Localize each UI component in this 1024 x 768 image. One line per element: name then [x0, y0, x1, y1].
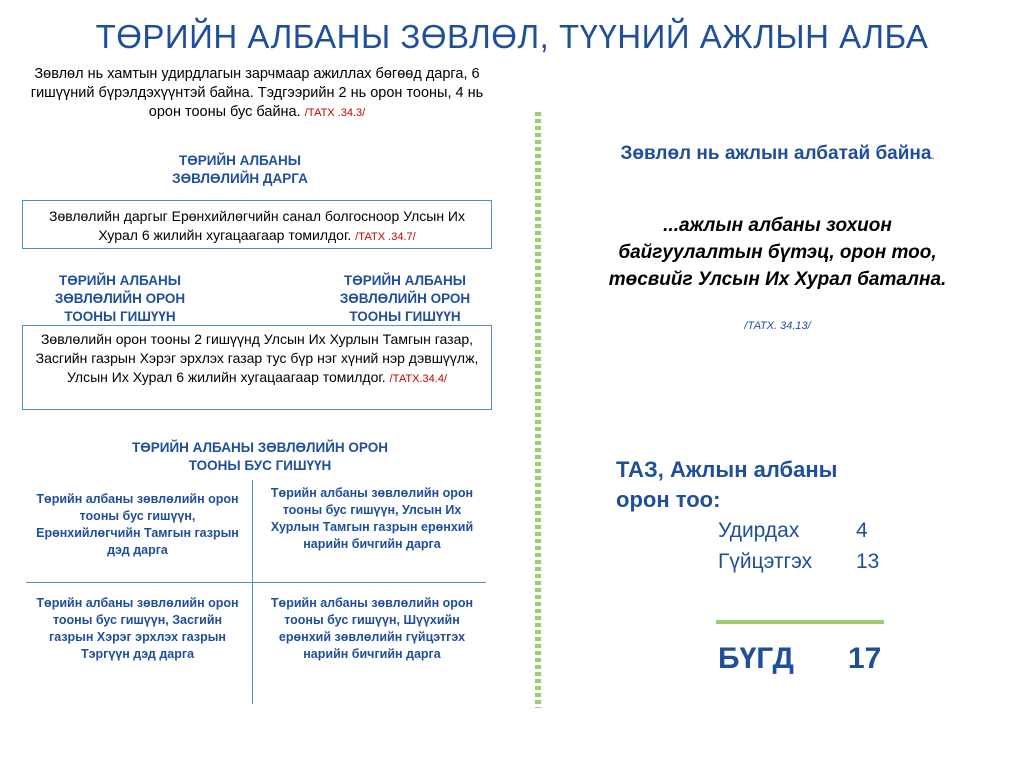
non-staff-cell: Төрийн албаны зөвлөлийн орон тооны бус гишүүн, Засгийн газрын Хэрэг эрхлэх газрын Тэргүүн дэд дарга	[36, 596, 239, 661]
non-staff-cell: Төрийн албаны зөвлөлийн орон тооны бус гишүүн, Улсын Их Хурлын Тамгын газрын ерөнхий нарийн бичгийн дарга	[270, 486, 474, 551]
right-heading	[600, 140, 955, 170]
row-label: Удирдах	[718, 519, 800, 542]
staff-heading-left: ТӨРИЙН АЛБАНЫ ЗӨВЛӨЛИЙН ОРОН ТООНЫ ГИШҮҮН	[54, 273, 186, 324]
staff-ref: /ТАТХ.34.4/	[389, 373, 448, 385]
right-heading-dot: .	[931, 150, 935, 162]
intro-ref: /ТАТХ .34.3/	[304, 107, 366, 119]
chair-heading: ТӨРИЙН АЛБАНЫ ЗӨВЛӨЛИЙН ДАРГА	[172, 153, 308, 186]
non-staff-cell: Төрийн албаны зөвлөлийн орон тооны бус гишүүн, Шүүхийн ерөнхий зөвлөлийн гүйцэтгэх нарийн бичгийн дарга	[270, 596, 474, 661]
staff-heading-right: ТӨРИЙН АЛБАНЫ ЗӨВЛӨЛИЙН ОРОН ТООНЫ ГИШҮҮН	[339, 273, 471, 324]
non-staff-cell: Төрийн албаны зөвлөлийн орон тооны бус гишүүн, Ерөнхийлөгчийн Тамгын газрын дэд дарга	[36, 492, 239, 557]
vertical-separator	[535, 112, 541, 708]
row-value: 4	[856, 519, 868, 542]
row-label: Гүйцэтгэх	[718, 550, 813, 573]
total-value: 17	[848, 642, 882, 675]
sum-line	[716, 620, 884, 624]
intro-body: Зөвлөл нь хамтын удирдлагын зарчмаар ажиллах бөгөөд дарга, 6 гишүүний бүрэлдэхүүнтэй байна. Тэдгээрийн 2 нь орон тооны, 4 нь орон тооны бус байна.	[30, 66, 484, 120]
non-staff-heading: ТӨРИЙН АЛБАНЫ ЗӨВЛӨЛИЙН ОРОН ТООНЫ БУС ГИШҮҮН	[132, 440, 388, 473]
slide-title: ТӨРИЙН АЛБАНЫ ЗӨВЛӨЛ, ТҮҮНИЙ АЖЛЫН АЛБА	[95, 18, 929, 55]
staff-count-title: ТАЗ, Ажлын албаны орон тоо:	[616, 457, 838, 512]
intro-text	[22, 65, 492, 123]
right-body: ...ажлын албаны зохион байгуулалтын бүтэц, орон тоо, төсвийг Улсын Их Хурал батална.	[608, 215, 947, 290]
chair-box	[22, 200, 492, 249]
row-value: 13	[856, 550, 880, 573]
right-ref: /ТАТХ. 34.13/	[744, 320, 811, 332]
grid-vertical-divider	[252, 480, 253, 704]
chair-text: Зөвлөлийн даргыг Ерөнхийлөгчийн санал болгосноор Улсын Их Хурал 6 жилийн хугацаагаар томилдог.	[48, 208, 465, 243]
staff-box	[22, 325, 492, 410]
total-label: БҮГД	[718, 642, 794, 675]
grid-horizontal-divider	[26, 582, 486, 583]
chair-ref: /ТАТХ .34.7/	[355, 231, 416, 243]
right-heading-text: Зөвлөл нь ажлын албатай байна	[620, 143, 932, 164]
staff-text: Зөвлөлийн орон тооны 2 гишүүнд Улсын Их Хурлын Тамгын газар, Засгийн газрын Хэрэг эрхлэх газар тус бүр нэг хүний нэр дэвшүүлж, Улсын Их Хурал 6 жилийн хугацаагаар томилдог.	[35, 331, 479, 385]
